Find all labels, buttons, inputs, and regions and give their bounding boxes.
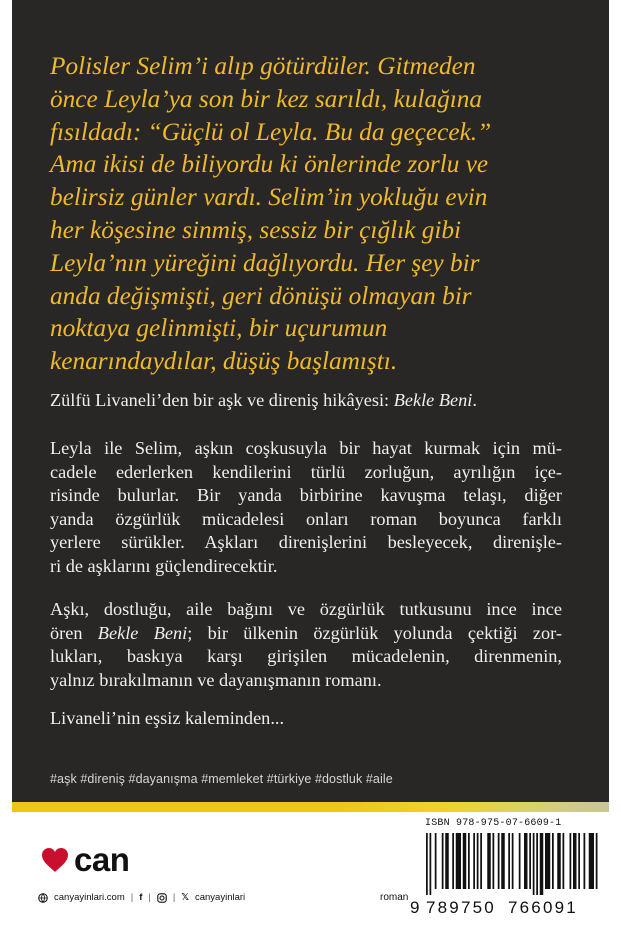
barcode-bar <box>540 833 544 895</box>
quote-line: noktaya gelinmişti, bir uçurumun <box>50 314 388 343</box>
globe-icon <box>38 893 48 903</box>
quote-line: Leyla’nın yüreğini dağlıyordu. Her şey bir <box>50 248 480 277</box>
barcode-bar <box>468 833 470 889</box>
isbn-label: ISBN 978-975-07-6609-1 <box>425 818 562 829</box>
description-prefix: ören <box>50 622 98 643</box>
description-paragraph <box>50 598 562 692</box>
publisher-logo <box>40 842 129 878</box>
barcode-bar <box>480 833 482 889</box>
barcode-bar <box>545 833 550 889</box>
closing-line: Livaneli’nin eşsiz kaleminden... <box>50 708 285 728</box>
synopsis-line: cadele ederlerken kendilerini türlü zorluğun, ayrılığın içe- <box>50 461 562 482</box>
quote-line: fısıldadı: “Güçlü ol Leyla. Bu da geçecek.” <box>50 117 492 146</box>
barcode-bar <box>519 833 521 889</box>
barcode-bar <box>426 833 428 895</box>
quote-line: kenarındaydılar, düşüş başlamıştı. <box>50 347 398 376</box>
barcode-bar <box>508 833 510 889</box>
synopsis-line: Leyla ile Selim, aşkın coşkusuyla bir hayat kurmak için mü- <box>50 438 562 458</box>
intro-sentence <box>50 389 562 413</box>
quote-line: her köşesine sinmiş, sessiz bir çığlık gibi <box>50 215 462 244</box>
barcode-bar <box>430 833 432 895</box>
barcode-bar <box>501 833 505 889</box>
description-line: lukları, baskıya karşı girişilen mücadelenin, direnmenin, <box>50 646 562 667</box>
synopsis-paragraph <box>50 437 562 579</box>
barcode-bar <box>487 833 491 889</box>
barcode-bar <box>456 833 461 889</box>
genre-label: roman <box>380 892 409 903</box>
synopsis-line: ri de aşklarını güçlendirecektir. <box>50 555 278 576</box>
description-rest: ; bir ülkenin özgürlük yolunda çektiği zor- <box>187 622 562 643</box>
isbn-digits <box>410 898 578 918</box>
intro-book-title: Bekle Beni <box>393 390 473 410</box>
barcode-bar <box>563 833 565 889</box>
description-line: yalnız bırakılmanın ve dayanışmanın romanı. <box>50 669 382 690</box>
barcode-bar <box>463 833 467 889</box>
heart-icon <box>40 846 70 874</box>
description-line <box>50 622 562 646</box>
separator: | <box>148 892 151 903</box>
description-book-title: Bekle Beni <box>97 622 188 643</box>
synopsis-line: yanda özgürlük mücadelesi onları roman boyunca farklı <box>50 508 562 529</box>
isbn-group-1: 789750 <box>426 898 496 917</box>
barcode-bar <box>442 833 444 889</box>
instagram-icon[interactable] <box>157 893 167 903</box>
facebook-icon[interactable]: f <box>139 892 143 903</box>
quote-line: anda değişmişti, geri dönüşü olmayan bir <box>50 281 472 310</box>
barcode-bar <box>473 833 475 889</box>
intro-text: Zülfü Livaneli’den bir aşk ve direniş hikâyesi: <box>50 390 394 410</box>
barcode-bar <box>596 833 598 889</box>
quote-line: önce Leyla’ya son bir kez sarıldı, kulağına <box>50 84 483 113</box>
x-icon[interactable]: 𝕏 <box>181 892 189 903</box>
barcode-bar <box>477 833 479 889</box>
barcode-bar <box>529 833 531 889</box>
barcode-bar <box>584 833 586 889</box>
isbn-first-digit: 9 <box>410 898 420 917</box>
barcode-bar <box>578 833 580 889</box>
quote-line: Ama ikisi de biliyordu ki önlerinde zorlu ve <box>50 150 489 179</box>
barcode-bar <box>435 833 437 889</box>
barcode <box>424 833 599 895</box>
logo-text: can <box>74 841 130 878</box>
barcode-bar <box>536 833 538 895</box>
synopsis-line: risinde bulurlar. Bir yanda birbirine kavuşma telaşı, diğer <box>50 485 562 506</box>
quote-line: Polisler Selim’i alıp götürdüler. Gitmeden <box>50 52 476 80</box>
description-line: Aşkı, dostluğu, aile bağını ve özgürlük tutkusunu ince ince <box>50 599 562 619</box>
synopsis-line: yerlere sürükler. Aşkları direnişlerini besleyecek, direnişle- <box>50 532 562 553</box>
intro-end: . <box>472 390 477 410</box>
barcode-bar <box>557 833 561 889</box>
separator: | <box>130 892 134 903</box>
barcode-bar <box>552 833 554 889</box>
barcode-bar <box>573 833 577 889</box>
excerpt-quote <box>50 50 560 378</box>
barcode-bar <box>570 833 572 889</box>
barcode-bar <box>493 833 495 889</box>
barcode-bar <box>498 833 500 889</box>
barcode-bar <box>452 833 454 889</box>
barcode-bar <box>524 833 528 889</box>
hashtags: #aşk #direniş #dayanışma #memleket #türkiye #dostluk #aile <box>50 772 393 786</box>
separator: | <box>172 892 176 903</box>
barcode-bar <box>445 833 449 889</box>
barcode-bar <box>533 833 535 895</box>
isbn-group-2: 766091 <box>508 898 578 917</box>
social-handle[interactable]: canyayinlari <box>194 892 246 903</box>
website-link[interactable]: canyayinlari.com <box>54 892 125 903</box>
publisher-footer <box>38 892 245 903</box>
quote-line: belirsiz günler vardı. Selim’in yokluğu evin <box>50 183 488 212</box>
yellow-stripe <box>0 802 621 812</box>
barcode-bar <box>512 833 514 889</box>
barcode-bar <box>589 833 594 889</box>
